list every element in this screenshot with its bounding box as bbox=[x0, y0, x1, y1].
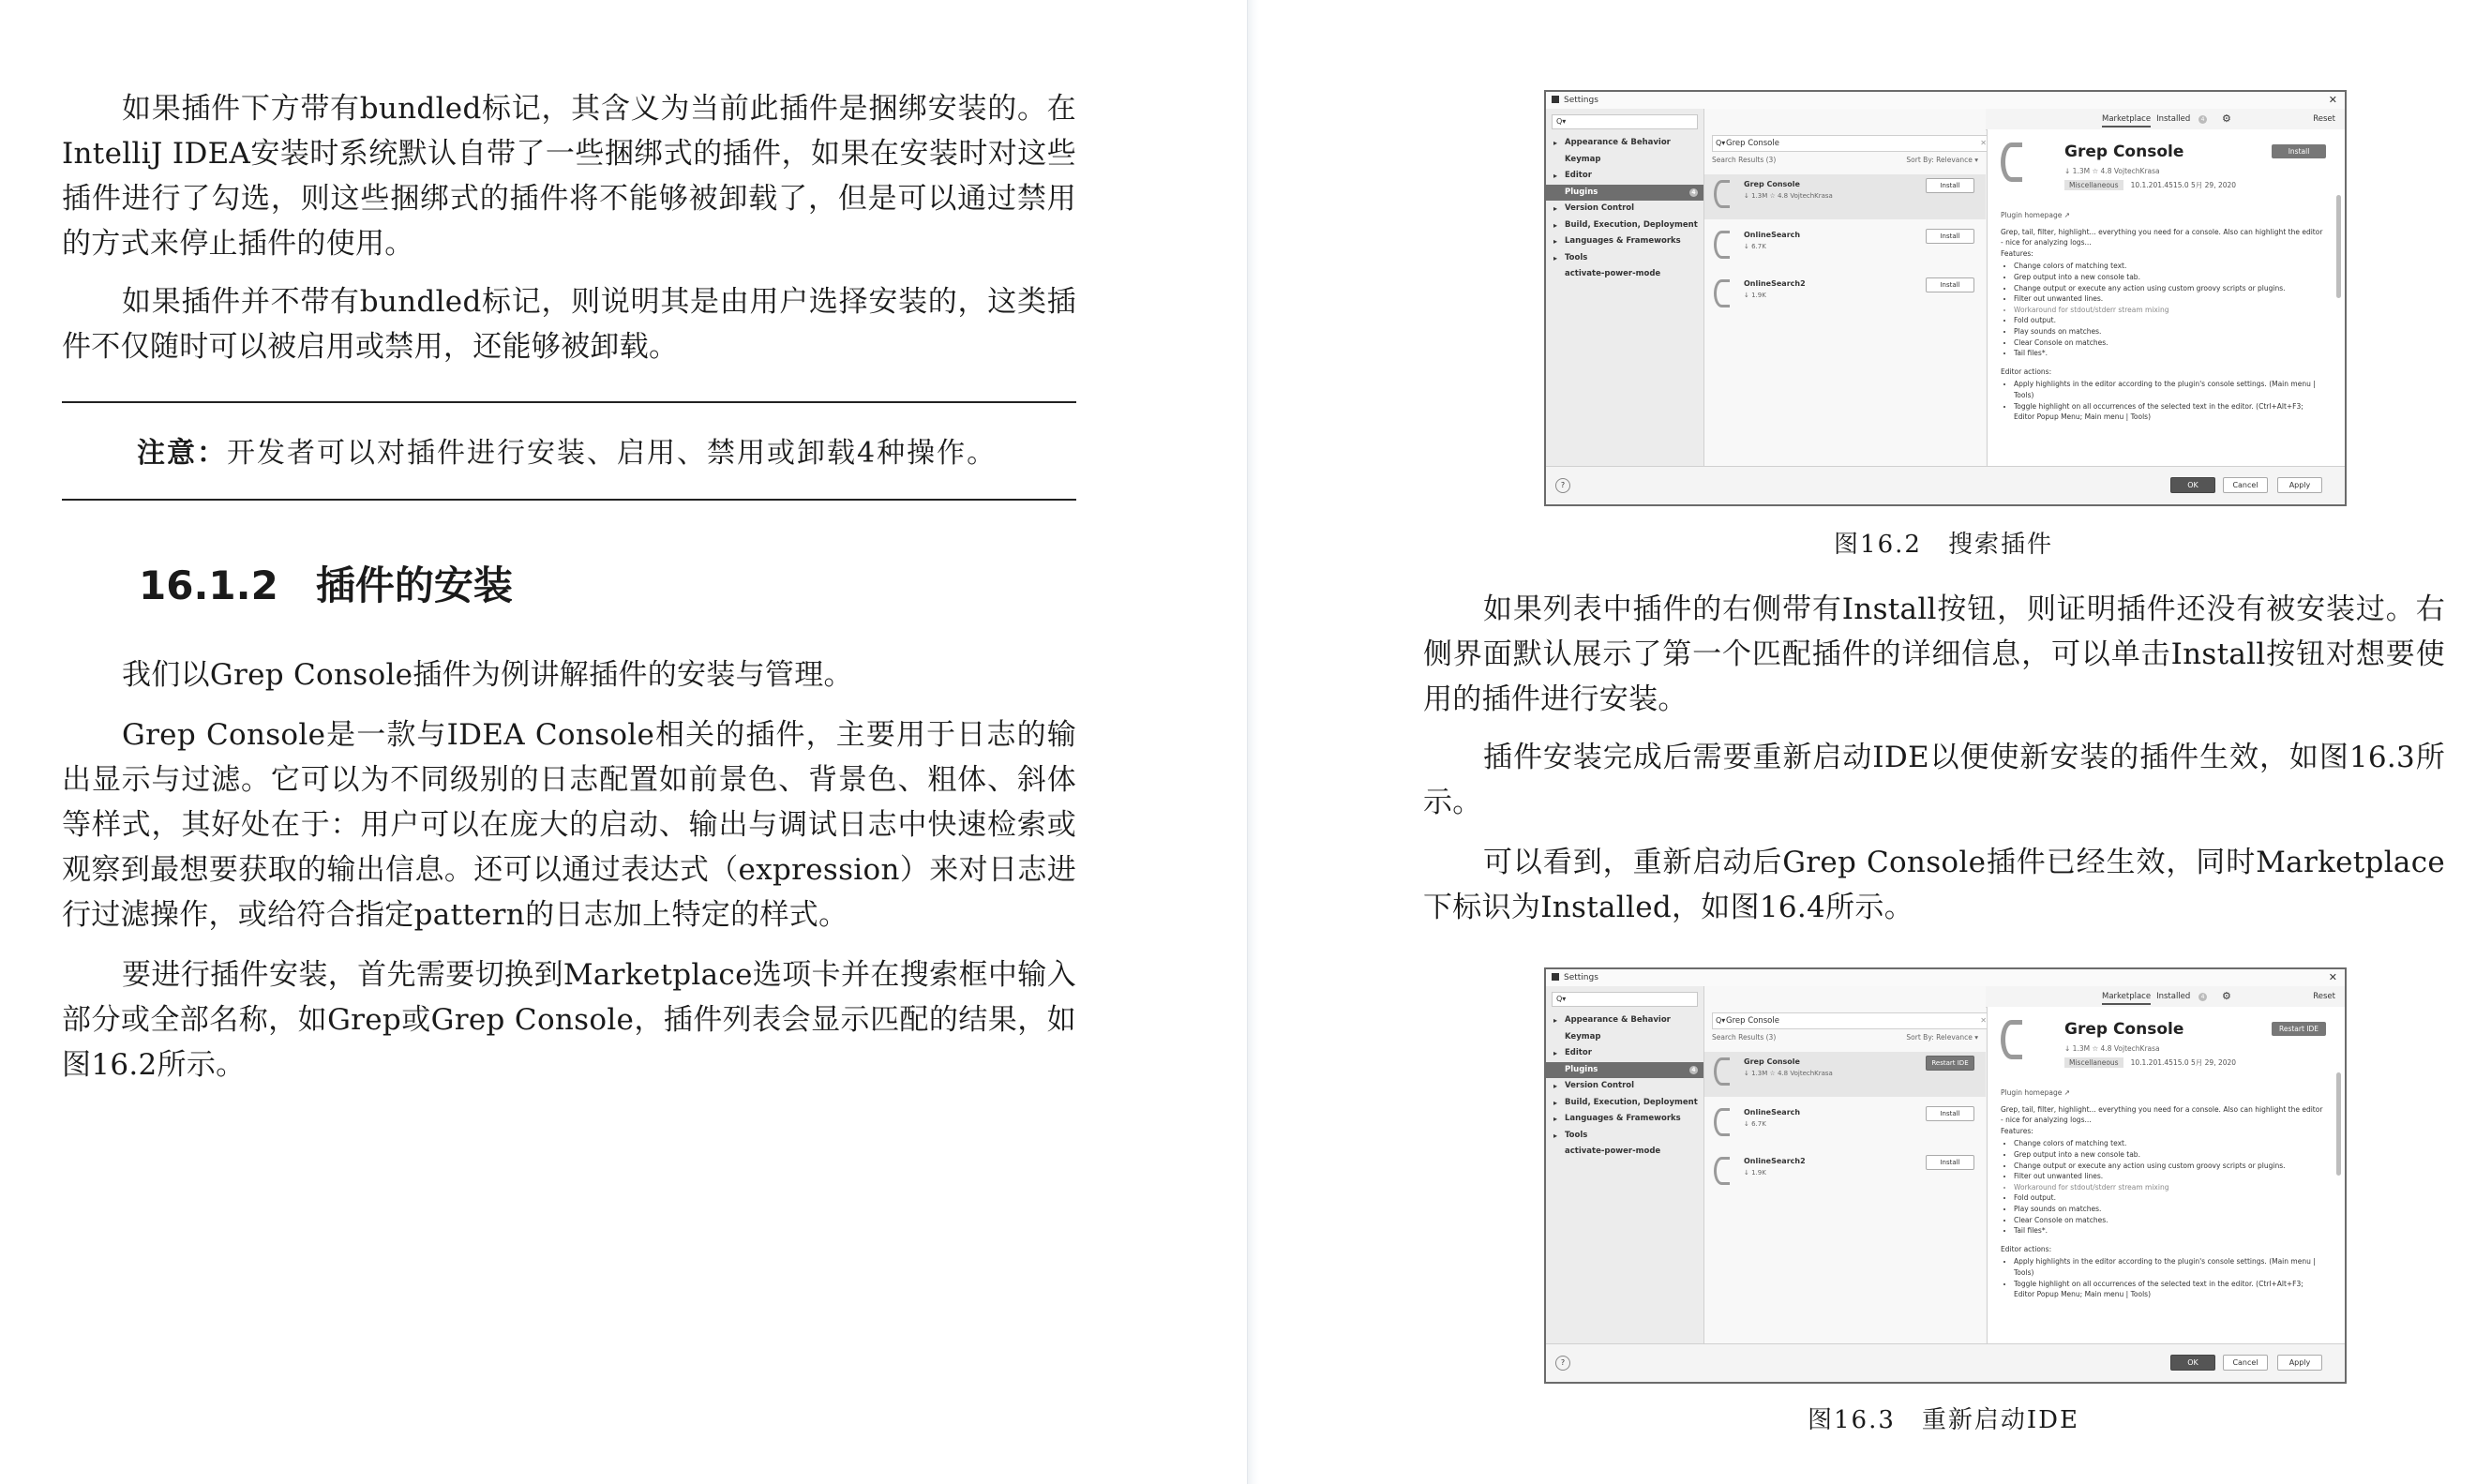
editor-actions-list bbox=[2001, 379, 2326, 422]
plugin-list-panel bbox=[1704, 109, 1986, 467]
tab-installed-label: Installed bbox=[2156, 992, 2191, 1001]
nav-appearance-behavior[interactable]: ▸ Appearance & Behavior bbox=[1546, 135, 1703, 152]
nav-build-execution-deployment[interactable]: ▸ Build, Execution, Deployment bbox=[1546, 217, 1703, 234]
gear-icon[interactable]: ⚙ bbox=[2222, 990, 2231, 1002]
install-button[interactable]: Install bbox=[1926, 178, 1974, 193]
category-tag: Miscellaneous bbox=[2064, 180, 2123, 190]
nav-activate-power-mode[interactable]: activate-power-mode bbox=[1565, 1147, 1661, 1156]
settings-window-title: Settings bbox=[1564, 96, 1598, 105]
plugin-logo-icon bbox=[2001, 142, 2022, 182]
plugin-meta: ↓ 1.3M ☆ 4.8 VojtechKrasa bbox=[1744, 192, 1833, 200]
features-list bbox=[2001, 261, 2326, 358]
detail-meta: ↓ 1.3M ☆ 4.8 VojtechKrasa bbox=[2064, 167, 2160, 175]
section-heading bbox=[139, 555, 1153, 611]
plugins-count-badge: 4 bbox=[1689, 188, 1698, 197]
plugin-icon bbox=[1714, 231, 1730, 259]
plugin-list-item[interactable] bbox=[1704, 1052, 1986, 1097]
plugin-meta: ↓ 6.7K bbox=[1744, 243, 1766, 250]
search-results-bar bbox=[1712, 1033, 1978, 1042]
detail-version: 10.1.201.4515.0 5月 29, 2020 bbox=[2130, 1058, 2237, 1067]
nav-appearance-behavior[interactable]: ▸ Appearance & Behavior bbox=[1546, 1012, 1703, 1029]
section-number: 16.1.2 bbox=[139, 562, 278, 608]
right-paragraph-2: 插件安装完成后需要重新启动IDE以便使新安装的插件生效，如图16.3所示。 bbox=[1423, 741, 2445, 819]
description-text: Grep, tail, filter, highlight... everything you need for a console. Also can highlight the editor - nice for analyzing logs... bbox=[2001, 1104, 2323, 1125]
section-title: 插件的安装 bbox=[315, 562, 513, 608]
plugin-homepage-link[interactable]: Plugin homepage ↗ bbox=[2001, 211, 2071, 219]
nav-version-control[interactable]: ▸ Version Control bbox=[1546, 1078, 1703, 1095]
nav-plugins[interactable] bbox=[1546, 1062, 1703, 1079]
settings-titlebar bbox=[1546, 969, 2345, 986]
right-para-2-wrap bbox=[1423, 735, 2445, 825]
nav-activate-power-mode[interactable]: activate-power-mode bbox=[1565, 269, 1661, 278]
caption-figure-16-2: 图16.2 搜索插件 bbox=[1834, 531, 2053, 559]
detail-scrollbar[interactable] bbox=[2336, 1072, 2341, 1176]
tab-installed[interactable] bbox=[2156, 114, 2213, 124]
plugin-icon bbox=[1714, 1108, 1730, 1136]
features-list bbox=[2001, 1138, 2326, 1236]
left-paragraph-1: 如果插件下方带有bundled标记，其含义为当前此插件是捆绑安装的。在IntelliJ IDEA安装时系统默认自带了一些捆绑式的插件，如果在安装时对这些插件进行了勾选，则这些捆绑式的插件将不能够被卸载了，但是可以通过禁用的方式来停止插件的使用。 bbox=[62, 92, 1076, 261]
right-paragraph-3: 可以看到，重新启动后Grep Console插件已经生效，同时Marketplace下标识为Installed，如图16.4所示。 bbox=[1423, 846, 2445, 924]
app-icon bbox=[1552, 96, 1559, 103]
editor-action-item: • Toggle highlight on all occurrences of the selected text in the editor. (Ctrl+Alt+F3; Editor Popup Menu; Main menu | Tools) bbox=[2014, 401, 2326, 423]
help-icon[interactable]: ? bbox=[1555, 478, 1570, 493]
ok-button[interactable]: OK bbox=[2170, 477, 2215, 493]
settings-footer bbox=[1546, 1343, 2345, 1382]
clear-search-icon[interactable]: ✕ bbox=[1980, 139, 1987, 147]
plugins-count-badge: 4 bbox=[1689, 1066, 1698, 1074]
installed-count-badge: 4 bbox=[2198, 115, 2207, 124]
search-icon: Q▾ bbox=[1716, 139, 1726, 147]
left-para-2-wrap bbox=[62, 279, 1076, 369]
left-para-5-wrap bbox=[62, 952, 1076, 1087]
feature-item: • Tail files*. bbox=[2014, 1225, 2326, 1237]
apply-button[interactable]: Apply bbox=[2277, 477, 2322, 493]
left-para-4-wrap bbox=[62, 712, 1076, 937]
plugin-list-item[interactable] bbox=[1704, 1102, 1986, 1147]
editor-action-item: • Toggle highlight on all occurrences of the selected text in the editor. (Ctrl+Alt+F3; Editor Popup Menu; Main menu | Tools) bbox=[2014, 1279, 2326, 1300]
category-tag: Miscellaneous bbox=[2064, 1057, 2123, 1068]
editor-action-item: • Apply highlights in the editor according to the plugin's console settings. (Main menu | Tools) bbox=[2014, 1256, 2326, 1278]
detail-category-row bbox=[2064, 180, 2236, 190]
detail-category-row bbox=[2064, 1057, 2236, 1068]
settings-titlebar bbox=[1546, 92, 2345, 109]
detail-plugin-name: Grep Console bbox=[2064, 142, 2184, 161]
plugin-detail-panel bbox=[1987, 129, 2345, 467]
feature-item: • Fold output. bbox=[2014, 1192, 2326, 1204]
figure-16-2-search-plugin bbox=[1544, 90, 2347, 506]
feature-item: • Clear Console on matches. bbox=[2014, 1215, 2326, 1226]
right-para-1-wrap bbox=[1423, 587, 2445, 722]
nav-keymap[interactable]: Keymap bbox=[1565, 154, 1601, 164]
plugin-meta: ↓ 1.3M ☆ 4.8 VojtechKrasa bbox=[1744, 1070, 1833, 1077]
tab-installed[interactable] bbox=[2156, 992, 2213, 1001]
search-results-count: Search Results (3) bbox=[1712, 156, 1777, 164]
detail-version: 10.1.201.4515.0 5月 29, 2020 bbox=[2130, 181, 2237, 189]
note-label: 注意： bbox=[137, 437, 227, 470]
ok-button[interactable]: OK bbox=[2170, 1355, 2215, 1371]
sort-dropdown[interactable]: Sort By: Relevance ▾ bbox=[1906, 156, 1978, 164]
plugin-tabs bbox=[2102, 114, 2218, 124]
feature-item: • Change output or execute any action using custom groovy scripts or plugins. bbox=[2014, 1161, 2326, 1172]
right-paragraph-1: 如果列表中插件的右侧带有Install按钮，则证明插件还没有被安装过。右侧界面默认展示了第一个匹配插件的详细信息，可以单击Install按钮对想要使用的插件进行安装。 bbox=[1423, 592, 2445, 716]
feature-item: • Grep output into a new console tab. bbox=[2014, 1149, 2326, 1161]
plugin-name: OnlineSearch bbox=[1744, 231, 1801, 239]
feature-item: • Play sounds on matches. bbox=[2014, 1204, 2326, 1215]
nav-editor[interactable]: ▸ Editor bbox=[1546, 168, 1703, 185]
note-box bbox=[62, 401, 1076, 501]
detail-scrollbar[interactable] bbox=[2336, 195, 2341, 298]
search-results-bar bbox=[1712, 156, 1978, 164]
plugin-list-panel bbox=[1704, 986, 1986, 1344]
detail-meta: ↓ 1.3M ☆ 4.8 VojtechKrasa bbox=[2064, 1044, 2160, 1053]
settings-search-input[interactable]: Q▾ bbox=[1552, 114, 1698, 129]
plugin-meta: ↓ 1.9K bbox=[1744, 1169, 1766, 1177]
left-para-3-wrap bbox=[62, 652, 1076, 697]
settings-search-input[interactable]: Q▾ bbox=[1552, 992, 1698, 1007]
plugin-search-input[interactable] bbox=[1712, 1012, 1993, 1029]
plugin-name: OnlineSearch2 bbox=[1744, 1157, 1806, 1165]
gear-icon[interactable]: ⚙ bbox=[2222, 112, 2231, 125]
cancel-button[interactable]: Cancel bbox=[2223, 1355, 2268, 1371]
plugin-search-value: Grep Console bbox=[1726, 139, 1779, 148]
help-icon[interactable]: ? bbox=[1555, 1356, 1570, 1371]
nav-plugins-label: Plugins bbox=[1565, 1064, 1598, 1074]
plugin-icon bbox=[1714, 180, 1730, 208]
editor-actions-label: Editor actions: bbox=[2001, 367, 2052, 376]
search-icon: Q▾ bbox=[1716, 1016, 1726, 1025]
detail-action-button[interactable]: Install bbox=[2272, 144, 2326, 158]
editor-action-item: • Apply highlights in the editor according to the plugin's console settings. (Main menu | Tools) bbox=[2014, 379, 2326, 400]
settings-nav-panel bbox=[1546, 986, 1704, 1344]
features-label: Features: bbox=[2001, 1126, 2033, 1135]
left-paragraph-5: 要进行插件安装，首先需要切换到Marketplace选项卡并在搜索框中输入部分或全部名称，如Grep或Grep Console，插件列表会显示匹配的结果，如图16.2所示。 bbox=[62, 958, 1076, 1082]
reset-link[interactable]: Reset bbox=[2313, 114, 2335, 124]
plugin-name: OnlineSearch2 bbox=[1744, 279, 1806, 288]
search-results-count: Search Results (3) bbox=[1712, 1033, 1777, 1042]
nav-languages-frameworks[interactable]: ▸ Languages & Frameworks bbox=[1546, 233, 1703, 250]
tab-marketplace[interactable]: Marketplace bbox=[2102, 114, 2151, 127]
left-paragraph-4: Grep Console是一款与IDEA Console相关的插件，主要用于日志的输出显示与过滤。它可以为不同级别的日志配置如前景色、背景色、粗体、斜体等样式，其好处在于：用户可以在庞大的启动、输出与调试日志中快速检索或观察到最想要获取的输出信息。还可以通过表达式（expression）来对日志进行过滤操作，或给符合指定pattern的日志加上特定的样式。 bbox=[62, 718, 1076, 932]
feature-item: • Filter out unwanted lines. bbox=[2014, 293, 2326, 305]
install-button[interactable]: Install bbox=[1926, 229, 1974, 244]
plugin-list-item[interactable] bbox=[1704, 174, 1986, 219]
caption-figure-16-3: 图16.3 重新启动IDE bbox=[1808, 1406, 2079, 1434]
restart-ide-button[interactable]: Restart IDE bbox=[1926, 1056, 1974, 1071]
detail-plugin-name: Grep Console bbox=[2064, 1020, 2184, 1039]
plugin-name: Grep Console bbox=[1744, 180, 1800, 188]
left-paragraph-2: 如果插件并不带有bundled标记，则说明其是由用户选择安装的，这类插件不仅随时可以被启用或禁用，还能够被卸载。 bbox=[62, 285, 1076, 364]
detail-description bbox=[2001, 1087, 2326, 1308]
plugin-search-input[interactable] bbox=[1712, 135, 1993, 152]
note-text: 开发者可以对插件进行安装、启用、禁用或卸载4种操作。 bbox=[227, 437, 998, 470]
plugin-list-item[interactable] bbox=[1704, 225, 1986, 270]
nav-editor[interactable]: ▸ Editor bbox=[1546, 1045, 1703, 1062]
app-icon bbox=[1552, 973, 1559, 981]
tab-marketplace[interactable]: Marketplace bbox=[2102, 992, 2151, 1005]
detail-description bbox=[2001, 210, 2326, 430]
plugin-icon bbox=[1714, 279, 1730, 307]
cancel-button[interactable]: Cancel bbox=[2223, 477, 2268, 493]
figure-16-3-restart-ide bbox=[1544, 967, 2347, 1384]
features-label: Features: bbox=[2001, 248, 2033, 258]
nav-build-execution-deployment[interactable]: ▸ Build, Execution, Deployment bbox=[1546, 1095, 1703, 1112]
feature-item: • Workaround for stdout/stderr stream mixing bbox=[2014, 305, 2326, 316]
plugin-list-item[interactable] bbox=[1704, 274, 1986, 319]
feature-item: • Grep output into a new console tab. bbox=[2014, 272, 2326, 283]
description-text: Grep, tail, filter, highlight... everything you need for a console. Also can highlight the editor - nice for analyzing logs... bbox=[2001, 227, 2323, 247]
plugin-icon bbox=[1714, 1057, 1730, 1086]
settings-footer bbox=[1546, 466, 2345, 504]
close-icon[interactable]: ✕ bbox=[2328, 971, 2337, 983]
feature-item: • Filter out unwanted lines. bbox=[2014, 1171, 2326, 1182]
right-page bbox=[1258, 0, 2476, 1484]
editor-actions-label: Editor actions: bbox=[2001, 1244, 2052, 1253]
plugin-meta: ↓ 1.9K bbox=[1744, 292, 1766, 299]
apply-button[interactable]: Apply bbox=[2277, 1355, 2322, 1371]
feature-item: • Workaround for stdout/stderr stream mixing bbox=[2014, 1182, 2326, 1193]
plugin-logo-icon bbox=[2001, 1020, 2022, 1059]
settings-window-title: Settings bbox=[1564, 973, 1598, 982]
plugin-homepage-link[interactable]: Plugin homepage ↗ bbox=[2001, 1088, 2071, 1097]
feature-item: • Clear Console on matches. bbox=[2014, 337, 2326, 349]
nav-plugins-label: Plugins bbox=[1565, 187, 1598, 197]
install-button[interactable]: Install bbox=[1926, 1106, 1974, 1121]
nav-plugins[interactable] bbox=[1546, 185, 1703, 202]
feature-item: • Change colors of matching text. bbox=[2014, 261, 2326, 272]
nav-keymap[interactable]: Keymap bbox=[1565, 1031, 1601, 1042]
reset-link[interactable]: Reset bbox=[2313, 992, 2335, 1001]
nav-version-control[interactable]: ▸ Version Control bbox=[1546, 201, 1703, 217]
nav-tools[interactable]: ▸ Tools bbox=[1546, 250, 1703, 267]
feature-item: • Change colors of matching text. bbox=[2014, 1138, 2326, 1149]
plugin-meta: ↓ 6.7K bbox=[1744, 1120, 1766, 1128]
editor-actions-list bbox=[2001, 1256, 2326, 1299]
plugin-name: OnlineSearch bbox=[1744, 1108, 1801, 1117]
clear-search-icon[interactable]: ✕ bbox=[1980, 1016, 1987, 1025]
nav-tools[interactable]: ▸ Tools bbox=[1546, 1128, 1703, 1145]
install-button[interactable]: Install bbox=[1926, 277, 1974, 292]
plugin-detail-panel bbox=[1987, 1007, 2345, 1344]
close-icon[interactable]: ✕ bbox=[2328, 94, 2337, 106]
tab-installed-label: Installed bbox=[2156, 114, 2191, 124]
sort-dropdown[interactable]: Sort By: Relevance ▾ bbox=[1906, 1033, 1978, 1042]
feature-item: • Fold output. bbox=[2014, 315, 2326, 326]
nav-languages-frameworks[interactable]: ▸ Languages & Frameworks bbox=[1546, 1111, 1703, 1128]
install-button[interactable]: Install bbox=[1926, 1155, 1974, 1170]
feature-item: • Change output or execute any action using custom groovy scripts or plugins. bbox=[2014, 283, 2326, 294]
right-para-3-wrap bbox=[1423, 840, 2445, 930]
detail-restart-ide-button[interactable]: Restart IDE bbox=[2272, 1022, 2326, 1036]
plugin-search-value: Grep Console bbox=[1726, 1016, 1779, 1026]
feature-item: • Play sounds on matches. bbox=[2014, 326, 2326, 337]
plugin-tabs bbox=[2102, 992, 2218, 1001]
plugin-list-item[interactable] bbox=[1704, 1151, 1986, 1196]
left-para-1-wrap bbox=[62, 86, 1076, 266]
left-paragraph-3: 我们以Grep Console插件为例讲解插件的安装与管理。 bbox=[122, 658, 853, 692]
settings-nav-panel bbox=[1546, 109, 1704, 467]
plugin-icon bbox=[1714, 1157, 1730, 1185]
feature-item: • Tail files*. bbox=[2014, 348, 2326, 359]
plugin-name: Grep Console bbox=[1744, 1057, 1800, 1066]
installed-count-badge: 4 bbox=[2198, 993, 2207, 1001]
